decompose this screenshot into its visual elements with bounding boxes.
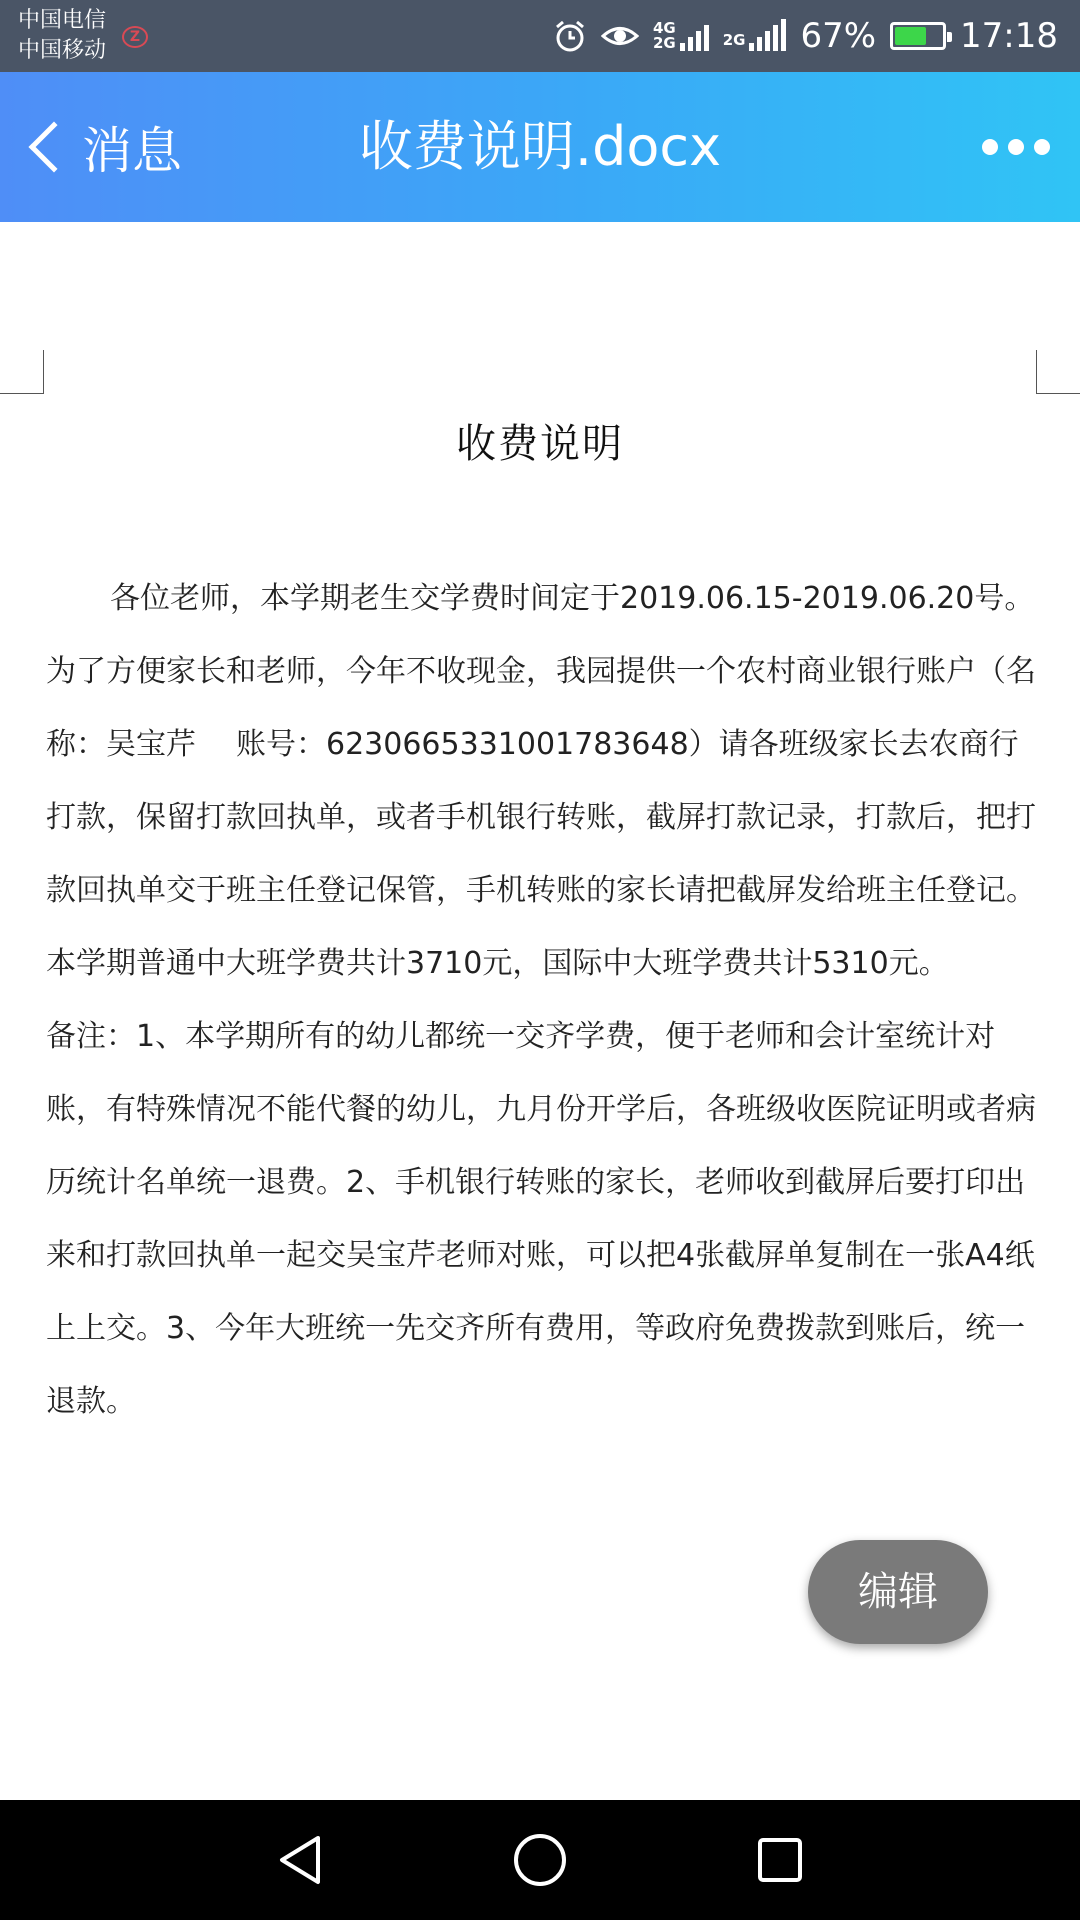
navigation-bar bbox=[0, 1800, 1080, 1920]
network-1-top: 4G bbox=[652, 19, 676, 37]
carrier-badge-icon: Z bbox=[122, 26, 148, 48]
status-bar bbox=[0, 0, 1080, 72]
page-title: 收费说明.docx bbox=[358, 115, 722, 178]
paragraph-1-part-2: 账号：6230665331001783648）请各班级家长去农商行打款，保留打款回执单，或者手机银行转账，截屏打款记录，打款后，把打款回执单交于班主任登记保管，手机转账的家长请把截屏发给班主任登记。本学期普通中大班学费共计3710元，国际中大班学费共计5310元。 bbox=[46, 727, 1036, 981]
document-paragraph-2: 备注：1、本学期所有的幼儿都统一交齐学费，便于老师和会计室统计对账，有特殊情况不能代餐的幼儿，九月份开学后，各班级收医院证明或者病历统计名单统一退费。2、手机银行转账的家长，老师收到截屏后要打印出来和打款回执单一起交吴宝芹老师对账，可以把4张截屏单复制在一张A4纸上上交。3、今年大班统一先交齐所有费用，等政府免费拨款到账后，统一退款。 bbox=[46, 1019, 1036, 1419]
eye-icon bbox=[601, 21, 639, 51]
signal-icon bbox=[653, 21, 709, 51]
carrier-2: 中国移动 bbox=[18, 38, 107, 63]
nav-home-icon[interactable] bbox=[510, 1830, 570, 1890]
document-body bbox=[46, 562, 1036, 1438]
back-label: 消息 bbox=[82, 122, 182, 180]
carrier-info bbox=[18, 6, 106, 66]
signal-bars-2 bbox=[749, 21, 786, 51]
edit-button[interactable]: 编辑 bbox=[808, 1540, 988, 1644]
more-button[interactable] bbox=[982, 132, 1050, 162]
network-2: 2G bbox=[722, 31, 746, 49]
signal-bars-1 bbox=[680, 21, 709, 51]
signal-icon-2 bbox=[723, 21, 787, 51]
app-bar bbox=[0, 72, 1080, 222]
nav-recent-icon[interactable] bbox=[750, 1830, 810, 1890]
page-corner-mark-right bbox=[1036, 350, 1080, 394]
paragraph-1-part-1: 各位老师，本学期老生交学费时间定于2019.06.15-2019.06.20号。为了方便家长和老师，今年不收现金，我园提供一个农村商业银行账户（名称：吴宝芹 bbox=[46, 581, 1036, 762]
carrier-1: 中国电信 bbox=[18, 8, 107, 33]
clock: 17:18 bbox=[960, 16, 1058, 56]
nav-back-icon[interactable] bbox=[270, 1830, 330, 1890]
more-dots-icon bbox=[982, 139, 998, 155]
battery-fill bbox=[895, 27, 926, 45]
document-paragraph-1 bbox=[46, 562, 1036, 1000]
alarm-icon bbox=[553, 19, 587, 53]
status-icons bbox=[553, 0, 1058, 72]
battery-charging-icon bbox=[890, 22, 946, 50]
document-heading: 收费说明 bbox=[456, 421, 624, 467]
battery-percent: 67% bbox=[800, 16, 877, 56]
page-corner-mark-left bbox=[0, 350, 44, 394]
network-1-bottom: 2G bbox=[652, 34, 676, 52]
